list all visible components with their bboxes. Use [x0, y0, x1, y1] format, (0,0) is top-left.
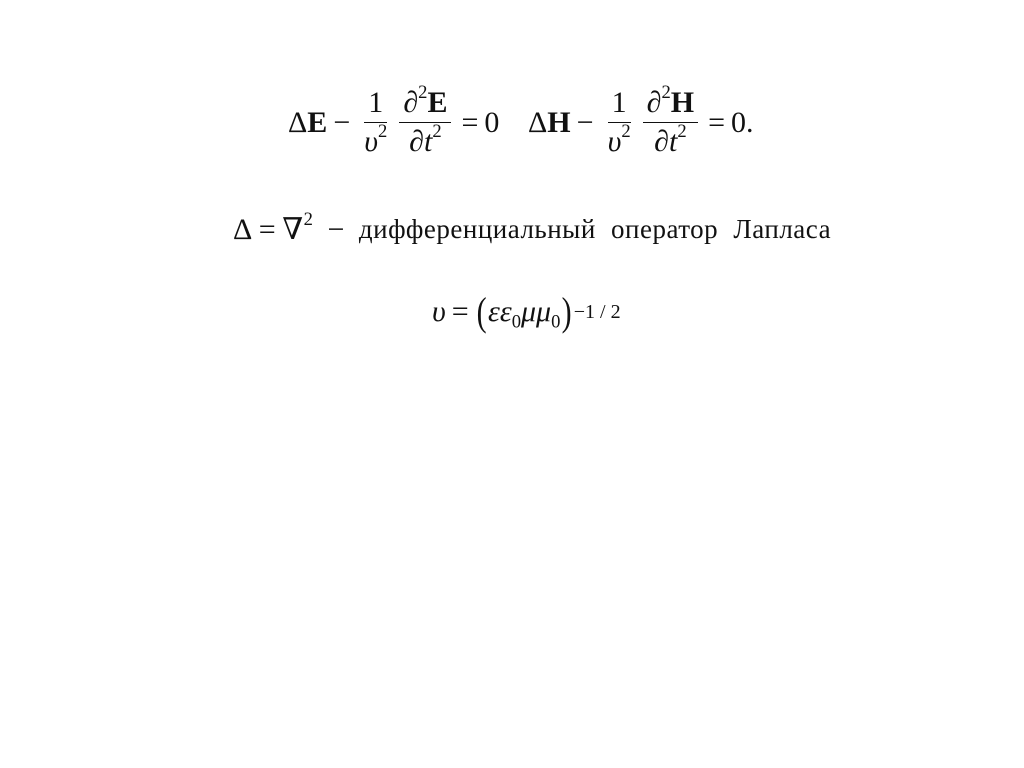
epsilon-symbol: ε: [488, 295, 500, 328]
velocity-symbol: υ: [432, 295, 446, 328]
laplace-definition: [233, 209, 832, 247]
minus-sign: −: [576, 105, 594, 139]
minus-sign: −: [333, 105, 351, 139]
fraction-numerator: ∂$^2$E: [399, 88, 451, 123]
fraction-denominator: $\partial t^2$: [409, 121, 442, 158]
fraction-second-derivative: [399, 82, 451, 158]
close-paren: ): [562, 289, 573, 334]
fraction-denominator: $\upsilon^2$: [364, 121, 388, 158]
fraction-second-derivative: [643, 82, 698, 158]
fraction-numerator: 1: [608, 88, 631, 123]
epsilon-zero: $\varepsilon_0$: [499, 295, 521, 333]
rhs-value: 0.: [731, 105, 754, 139]
e-field-symbol: E: [307, 105, 328, 139]
wave-equation-e: [288, 82, 500, 158]
nabla-symbol: ∇$^2$: [282, 209, 314, 246]
fraction-denominator: $\upsilon^2$: [607, 121, 631, 158]
open-paren: (: [476, 289, 487, 334]
wave-equation-h: [528, 82, 754, 158]
velocity-formula: υ = ( ε $\varepsilon_0$ μ $\mu_0$ ) −1 / 2: [432, 289, 621, 334]
equals-sign: =: [708, 105, 726, 139]
laplace-description-text: дифференциальный оператор Лапласа: [358, 214, 832, 244]
equals-sign: =: [451, 295, 469, 328]
mu-zero: $\mu_0$: [536, 295, 561, 333]
fraction-numerator: ∂$^2$H: [643, 88, 698, 123]
delta-symbol: Δ: [528, 105, 548, 139]
equals-sign: =: [461, 105, 479, 139]
h-field-symbol: H: [547, 105, 571, 139]
fraction-denominator: $\partial t^2$: [654, 121, 687, 158]
fraction-one-over-v2: [360, 88, 391, 157]
equals-sign: =: [258, 212, 277, 246]
fraction-numerator: 1: [364, 88, 387, 123]
rhs-value: 0: [484, 105, 500, 139]
mu-symbol: μ: [520, 295, 537, 328]
delta-symbol: Δ: [233, 212, 253, 246]
fraction-one-over-v2: [604, 88, 635, 157]
dash-sign: −: [327, 212, 345, 246]
delta-symbol: Δ: [288, 105, 308, 139]
